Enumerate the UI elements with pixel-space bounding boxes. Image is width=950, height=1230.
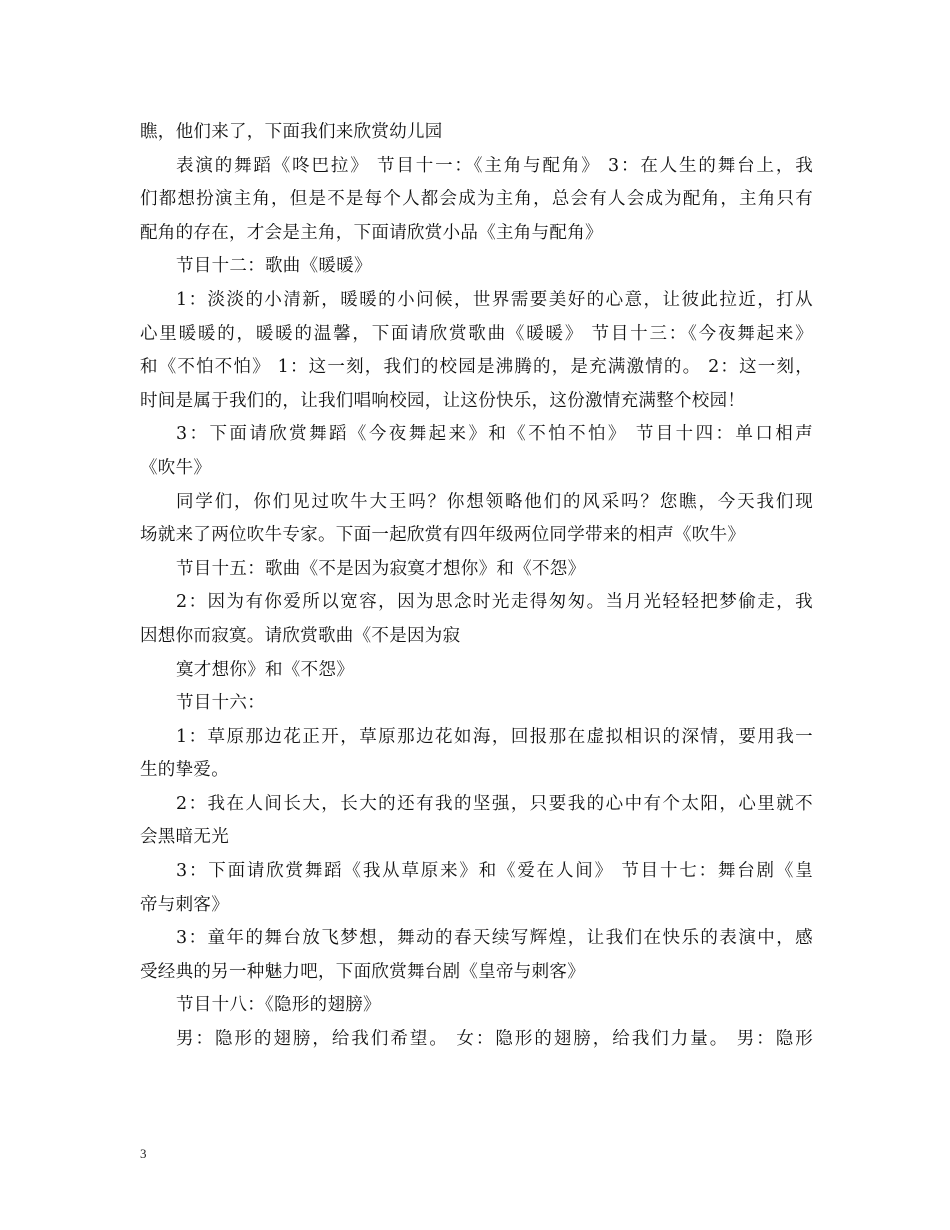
document-body xyxy=(140,116,813,1057)
text-line: 表演的舞蹈《咚巴拉》 节目十一：《主角与配角》 3：在人生的舞台上，我 xyxy=(176,155,813,176)
text-line: 场就来了两位吹牛专家。下面一起欣赏有四年级两位同学带来的相声《吹牛》 xyxy=(140,525,746,546)
section-heading: 节目十六： xyxy=(176,693,265,714)
text-line: 3：下面请欣赏舞蹈《我从草原来》和《爱在人间》 节目十七：舞台剧《皇 xyxy=(176,861,813,882)
text-line: 2：我在人间长大，长大的还有我的坚强，只要我的心中有个太阳，心里就不 xyxy=(176,793,813,814)
page-number: 3 xyxy=(140,1146,147,1161)
text-line: 心里暖暖的，暖暖的温馨，下面请欣赏歌曲《暖暖》 节目十三：《今夜舞起来》 xyxy=(140,323,813,344)
text-line: 因想你而寂寞。请欣赏歌曲《不是因为寂 xyxy=(140,625,461,646)
text-line: 和《不怕不怕》 1：这一刻，我们的校园是沸腾的，是充满激情的。 2：这一刻， xyxy=(140,357,813,378)
text-line: 生的挚爱。 xyxy=(140,760,229,781)
text-line: 配角的存在，才会是主角，下面请欣赏小品《主角与配角》 xyxy=(140,222,603,243)
text-line: 《吹牛》 xyxy=(140,457,212,478)
text-line: 时间是属于我们的，让我们唱响校园，让这份快乐，这份激情充满整个校园！ xyxy=(140,390,746,411)
text-line: 3：下面请欣赏舞蹈《今夜舞起来》和《不怕不怕》 节目十四：单口相声 xyxy=(176,424,813,445)
text-line: 男：隐形的翅膀，给我们希望。 女：隐形的翅膀，给我们力量。 男：隐形 xyxy=(176,1029,813,1050)
text-line: 们都想扮演主角，但是不是每个人都会成为主角，总会有人会成为配角，主角只有 xyxy=(140,189,813,210)
text-line: 2：因为有你爱所以宽容，因为思念时光走得匆匆。当月光轻轻把梦偷走，我 xyxy=(176,592,813,613)
section-heading: 节目十二：歌曲《暖暖》 xyxy=(176,256,372,277)
section-heading: 节目十八：《隐形的翅膀》 xyxy=(176,995,381,1016)
section-heading: 节目十五：歌曲《不是因为寂寞才想你》和《不怨》 xyxy=(176,558,586,579)
text-line: 3：童年的舞台放飞梦想，舞动的春天续写辉煌，让我们在快乐的表演中，感 xyxy=(176,928,813,949)
text-line: 1：淡淡的小清新，暖暖的小问候，世界需要美好的心意，让彼此拉近，打从 xyxy=(176,289,813,310)
text-line: 受经典的另一种魅力吧，下面欣赏舞台剧《皇帝与刺客》 xyxy=(140,961,585,982)
text-line: 1：草原那边花正开，草原那边花如海，回报那在虚拟相识的深情，要用我一 xyxy=(176,726,813,747)
text-line: 寞才想你》和《不怨》 xyxy=(176,659,354,680)
text-line: 会黑暗无光 xyxy=(140,827,229,848)
text-line: 同学们，你们见过吹牛大王吗？你想领略他们的风采吗？您瞧，今天我们现 xyxy=(176,491,813,512)
text-line: 瞧，他们来了，下面我们来欣赏幼儿园 xyxy=(140,122,443,142)
text-line: 帝与刺客》 xyxy=(140,894,229,915)
